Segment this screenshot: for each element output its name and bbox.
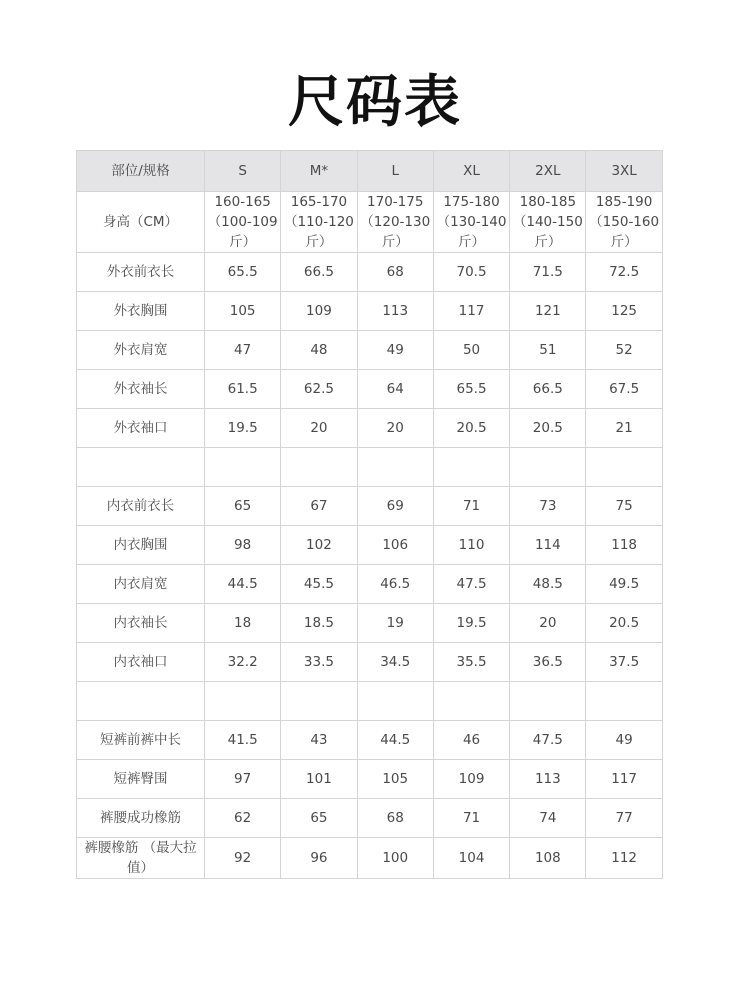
weight-range: （100-109 [207, 214, 278, 230]
table-row [77, 604, 663, 643]
row-label: 内衣袖长 [77, 604, 205, 643]
table-cell: 110 [433, 526, 509, 565]
blank-cell [77, 448, 205, 487]
header-size-2xl: 2XL [510, 151, 586, 192]
table-cell: 67.5 [586, 370, 662, 409]
size-chart-table [76, 150, 663, 879]
height-range: 180-185 [519, 194, 577, 210]
table-cell: 44.5 [205, 565, 281, 604]
table-cell: 73 [510, 487, 586, 526]
header-size-s: S [205, 151, 281, 192]
header-size-l: L [357, 151, 433, 192]
blank-cell [357, 448, 433, 487]
table-cell: 51 [510, 331, 586, 370]
table-cell: 37.5 [586, 643, 662, 682]
table-row [77, 799, 663, 838]
row-label: 身高（CM） [77, 192, 205, 253]
table-cell: 112 [586, 838, 662, 879]
table-cell: 65.5 [433, 370, 509, 409]
table-cell: 49 [357, 331, 433, 370]
table-cell: 68 [357, 799, 433, 838]
table-row [77, 643, 663, 682]
weight-range: （120-130 [360, 214, 431, 230]
table-cell: 41.5 [205, 721, 281, 760]
table-row-height [77, 192, 663, 253]
table-cell: 50 [433, 331, 509, 370]
table-cell: 20.5 [510, 409, 586, 448]
table-cell: 18.5 [281, 604, 357, 643]
table-cell: 62.5 [281, 370, 357, 409]
table-cell: 47 [205, 331, 281, 370]
table-row [77, 487, 663, 526]
table-cell: 97 [205, 760, 281, 799]
table-cell: 109 [433, 760, 509, 799]
row-label: 外衣胸围 [77, 292, 205, 331]
row-label: 内衣胸围 [77, 526, 205, 565]
weight-range: （110-120 [283, 214, 354, 230]
blank-cell [433, 682, 509, 721]
table-cell: 20 [281, 409, 357, 448]
table-cell: 45.5 [281, 565, 357, 604]
table-cell: 20.5 [586, 604, 662, 643]
weight-range: （130-140 [436, 214, 507, 230]
height-cell [433, 192, 509, 253]
row-label: 外衣袖口 [77, 409, 205, 448]
blank-cell [586, 448, 662, 487]
weight-range: （150-160 [589, 214, 660, 230]
blank-cell [586, 682, 662, 721]
table-row [77, 370, 663, 409]
table-cell: 36.5 [510, 643, 586, 682]
table-cell: 72.5 [586, 253, 662, 292]
table-cell: 18 [205, 604, 281, 643]
table-cell: 46 [433, 721, 509, 760]
table-row [77, 292, 663, 331]
table-cell: 105 [205, 292, 281, 331]
header-part-spec: 部位/规格 [77, 151, 205, 192]
weight-unit: 斤） [610, 234, 638, 250]
table-cell: 108 [510, 838, 586, 879]
weight-unit: 斤） [534, 234, 562, 250]
height-range: 175-180 [443, 194, 500, 210]
table-cell: 74 [510, 799, 586, 838]
table-cell: 67 [281, 487, 357, 526]
blank-cell [433, 448, 509, 487]
table-header-row [77, 151, 663, 192]
row-label: 内衣袖口 [77, 643, 205, 682]
weight-unit: 斤） [305, 234, 333, 250]
table-row [77, 565, 663, 604]
blank-cell [205, 682, 281, 721]
row-label: 外衣肩宽 [77, 331, 205, 370]
row-label: 裤腰橡筋 （最大拉值） [77, 838, 205, 879]
table-cell: 32.2 [205, 643, 281, 682]
table-cell: 98 [205, 526, 281, 565]
header-size-m: M* [281, 151, 357, 192]
height-range: 185-190 [595, 194, 653, 210]
height-cell [510, 192, 586, 253]
blank-cell [77, 682, 205, 721]
row-label: 短裤前裤中长 [77, 721, 205, 760]
table-cell: 47.5 [433, 565, 509, 604]
row-label: 裤腰成功橡筋 [77, 799, 205, 838]
header-size-xl: XL [433, 151, 509, 192]
table-cell: 102 [281, 526, 357, 565]
table-row [77, 760, 663, 799]
table-cell: 114 [510, 526, 586, 565]
height-range: 165-170 [290, 194, 348, 210]
table-cell: 96 [281, 838, 357, 879]
table-row [77, 526, 663, 565]
blank-cell [281, 448, 357, 487]
table-cell: 35.5 [433, 643, 509, 682]
table-cell: 109 [281, 292, 357, 331]
table-row-blank [77, 448, 663, 487]
table-cell: 65 [281, 799, 357, 838]
table-cell: 49.5 [586, 565, 662, 604]
table-cell: 19.5 [205, 409, 281, 448]
table-cell: 71.5 [510, 253, 586, 292]
table-row-blank [77, 682, 663, 721]
table-row [77, 838, 663, 879]
table-cell: 71 [433, 487, 509, 526]
blank-cell [357, 682, 433, 721]
table-cell: 48.5 [510, 565, 586, 604]
table-cell: 105 [357, 760, 433, 799]
table-cell: 101 [281, 760, 357, 799]
table-cell: 68 [357, 253, 433, 292]
blank-cell [510, 682, 586, 721]
weight-unit: 斤） [381, 234, 409, 250]
blank-cell [281, 682, 357, 721]
table-cell: 125 [586, 292, 662, 331]
table-cell: 65 [205, 487, 281, 526]
table-cell: 118 [586, 526, 662, 565]
table-cell: 65.5 [205, 253, 281, 292]
table-cell: 117 [586, 760, 662, 799]
table-cell: 117 [433, 292, 509, 331]
table-cell: 20 [510, 604, 586, 643]
table-cell: 20 [357, 409, 433, 448]
table-cell: 106 [357, 526, 433, 565]
height-cell [357, 192, 433, 253]
weight-range: （140-150 [512, 214, 583, 230]
table-row [77, 409, 663, 448]
weight-unit: 斤） [229, 234, 257, 250]
table-row [77, 331, 663, 370]
table-cell: 121 [510, 292, 586, 331]
table-cell: 69 [357, 487, 433, 526]
table-cell: 19.5 [433, 604, 509, 643]
table-cell: 20.5 [433, 409, 509, 448]
table-cell: 66.5 [510, 370, 586, 409]
height-cell [281, 192, 357, 253]
row-label: 内衣肩宽 [77, 565, 205, 604]
table-cell: 61.5 [205, 370, 281, 409]
table-cell: 33.5 [281, 643, 357, 682]
table-cell: 92 [205, 838, 281, 879]
blank-cell [510, 448, 586, 487]
header-size-3xl: 3XL [586, 151, 662, 192]
row-label: 内衣前衣长 [77, 487, 205, 526]
table-cell: 104 [433, 838, 509, 879]
blank-cell [205, 448, 281, 487]
table-cell: 46.5 [357, 565, 433, 604]
table-row [77, 721, 663, 760]
table-cell: 113 [510, 760, 586, 799]
table-cell: 47.5 [510, 721, 586, 760]
row-label: 外衣前衣长 [77, 253, 205, 292]
table-cell: 113 [357, 292, 433, 331]
table-cell: 34.5 [357, 643, 433, 682]
height-range: 170-175 [367, 194, 424, 210]
table-cell: 21 [586, 409, 662, 448]
weight-unit: 斤） [458, 234, 486, 250]
table-cell: 19 [357, 604, 433, 643]
table-cell: 64 [357, 370, 433, 409]
table-cell: 71 [433, 799, 509, 838]
table-cell: 77 [586, 799, 662, 838]
table-cell: 52 [586, 331, 662, 370]
height-cell [205, 192, 281, 253]
table-cell: 75 [586, 487, 662, 526]
table-cell: 48 [281, 331, 357, 370]
page-title: 尺码表 [288, 69, 462, 135]
table-row [77, 253, 663, 292]
row-label: 外衣袖长 [77, 370, 205, 409]
row-label: 短裤臀围 [77, 760, 205, 799]
table-cell: 49 [586, 721, 662, 760]
table-cell: 70.5 [433, 253, 509, 292]
height-range: 160-165 [214, 194, 271, 210]
table-cell: 62 [205, 799, 281, 838]
table-cell: 44.5 [357, 721, 433, 760]
table-cell: 66.5 [281, 253, 357, 292]
table-cell: 100 [357, 838, 433, 879]
table-cell: 43 [281, 721, 357, 760]
height-cell [586, 192, 662, 253]
